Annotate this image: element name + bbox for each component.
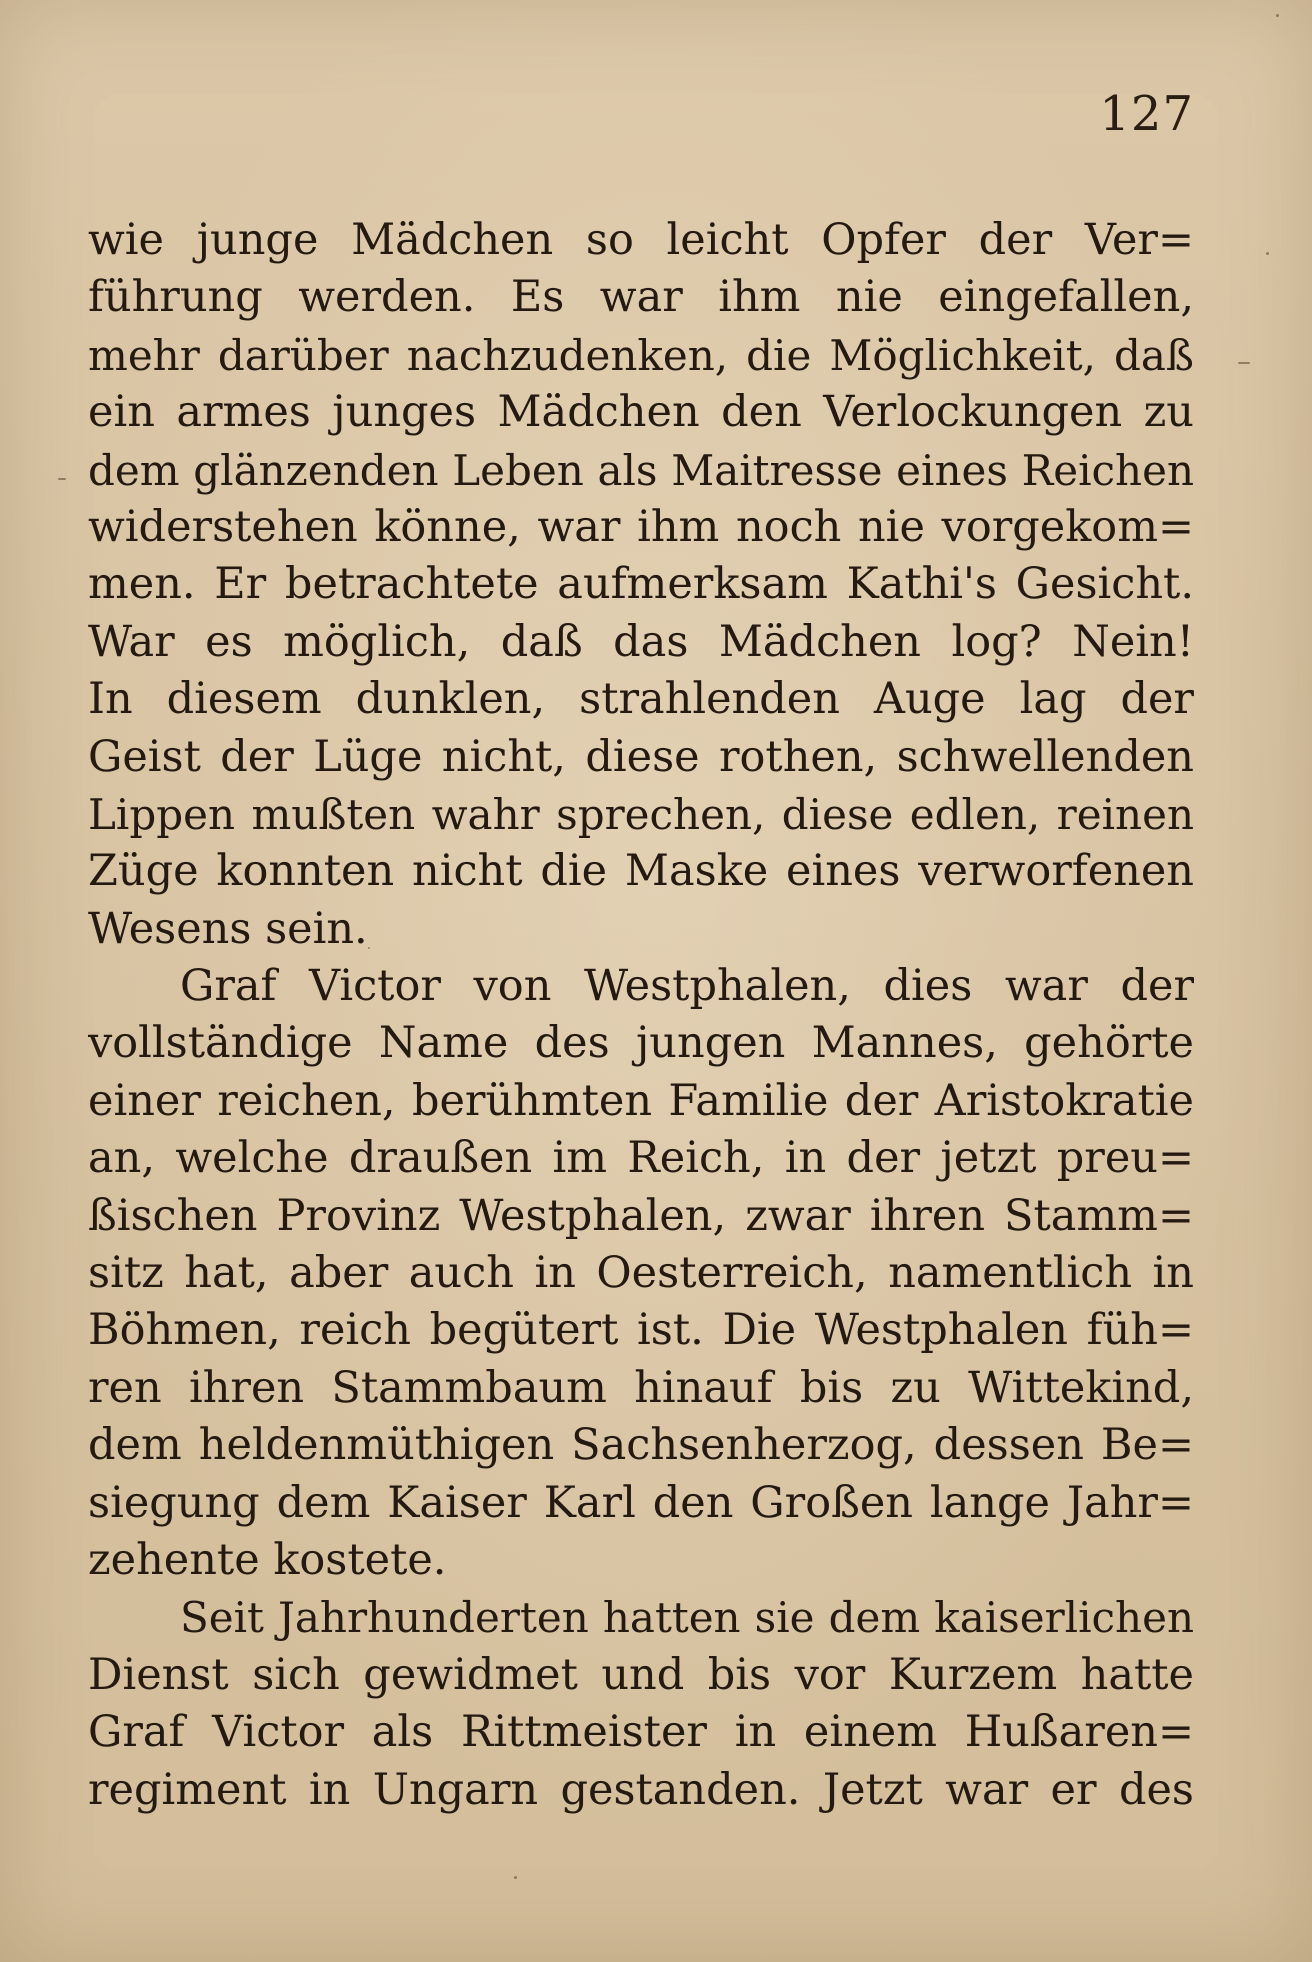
text-line: War es möglich, daß das Mädchen log? Nein! <box>88 616 1194 667</box>
text-line: dem heldenmüthigen Sachsenherzog, dessen Be= <box>88 1420 1194 1471</box>
text-line: regiment in Ungarn gestanden. Jetzt war er des <box>88 1764 1194 1815</box>
text-line: siegung dem Kaiser Karl den Großen lange Jahr= <box>88 1477 1194 1528</box>
text-line: In diesem dunklen, strahlenden Auge lag der <box>88 674 1194 725</box>
text-line: ren ihren Stammbaum hinauf bis zu Wittekind, <box>88 1362 1194 1413</box>
text-line: wie junge Mädchen so leicht Opfer der Ver= <box>88 215 1194 265</box>
paper-speck <box>1276 14 1279 17</box>
paragraph-start-line: Seit Jahrhunderten hatten sie dem kaiserlichen <box>180 1593 1194 1643</box>
text-line: führung werden. Es war ihm nie eingefallen, <box>88 272 1194 323</box>
paragraph-start-line: Graf Victor von Westphalen, dies war der <box>180 961 1194 1012</box>
text-line: an, welche draußen im Reich, in der jetzt preu= <box>88 1133 1194 1184</box>
text-line: mehr darüber nachzudenken, die Möglichkeit, daß <box>88 330 1194 380</box>
paragraph-end-line: zehente kostete. <box>88 1534 447 1585</box>
text-line: Züge konnten nicht die Maske eines verworfenen <box>88 846 1194 897</box>
text-line: men. Er betrachtete aufmerksam Kathi's Gesicht. <box>88 559 1194 610</box>
paper-speck <box>368 947 370 949</box>
paper-speck <box>1238 362 1250 364</box>
text-line: einer reichen, berühmten Familie der Aristokratie <box>88 1075 1194 1126</box>
text-line: Böhmen, reich begütert ist. Die Westphalen füh= <box>88 1305 1194 1356</box>
text-line: Graf Victor als Rittmeister in einem Hußaren= <box>88 1707 1194 1758</box>
text-line: widerstehen könne, war ihm noch nie vorgekom= <box>88 501 1194 552</box>
text-line: Dienst sich gewidmet und bis vor Kurzem hatte <box>88 1649 1194 1700</box>
paragraph-end-line: Wesens sein. <box>88 903 368 954</box>
text-line: ein armes junges Mädchen den Verlockungen zu <box>88 387 1194 438</box>
text-line: dem glänzenden Leben als Maitresse eines Reichen <box>88 445 1194 495</box>
page-number: 127 <box>1099 86 1194 142</box>
text-line: Lippen mußten wahr sprechen, diese edlen, reinen <box>88 789 1194 839</box>
paper-speck <box>1266 252 1269 255</box>
text-line: Geist der Lüge nicht, diese rothen, schwellenden <box>88 731 1194 782</box>
text-line: sitz hat, aber auch in Oesterreich, namentlich in <box>88 1248 1194 1299</box>
text-line: vollständige Name des jungen Mannes, gehörte <box>88 1018 1194 1069</box>
body-text <box>88 212 1194 1819</box>
text-line: ßischen Provinz Westphalen, zwar ihren Stamm= <box>88 1190 1194 1241</box>
paper-speck <box>58 478 66 480</box>
paper-speck <box>514 1876 517 1879</box>
